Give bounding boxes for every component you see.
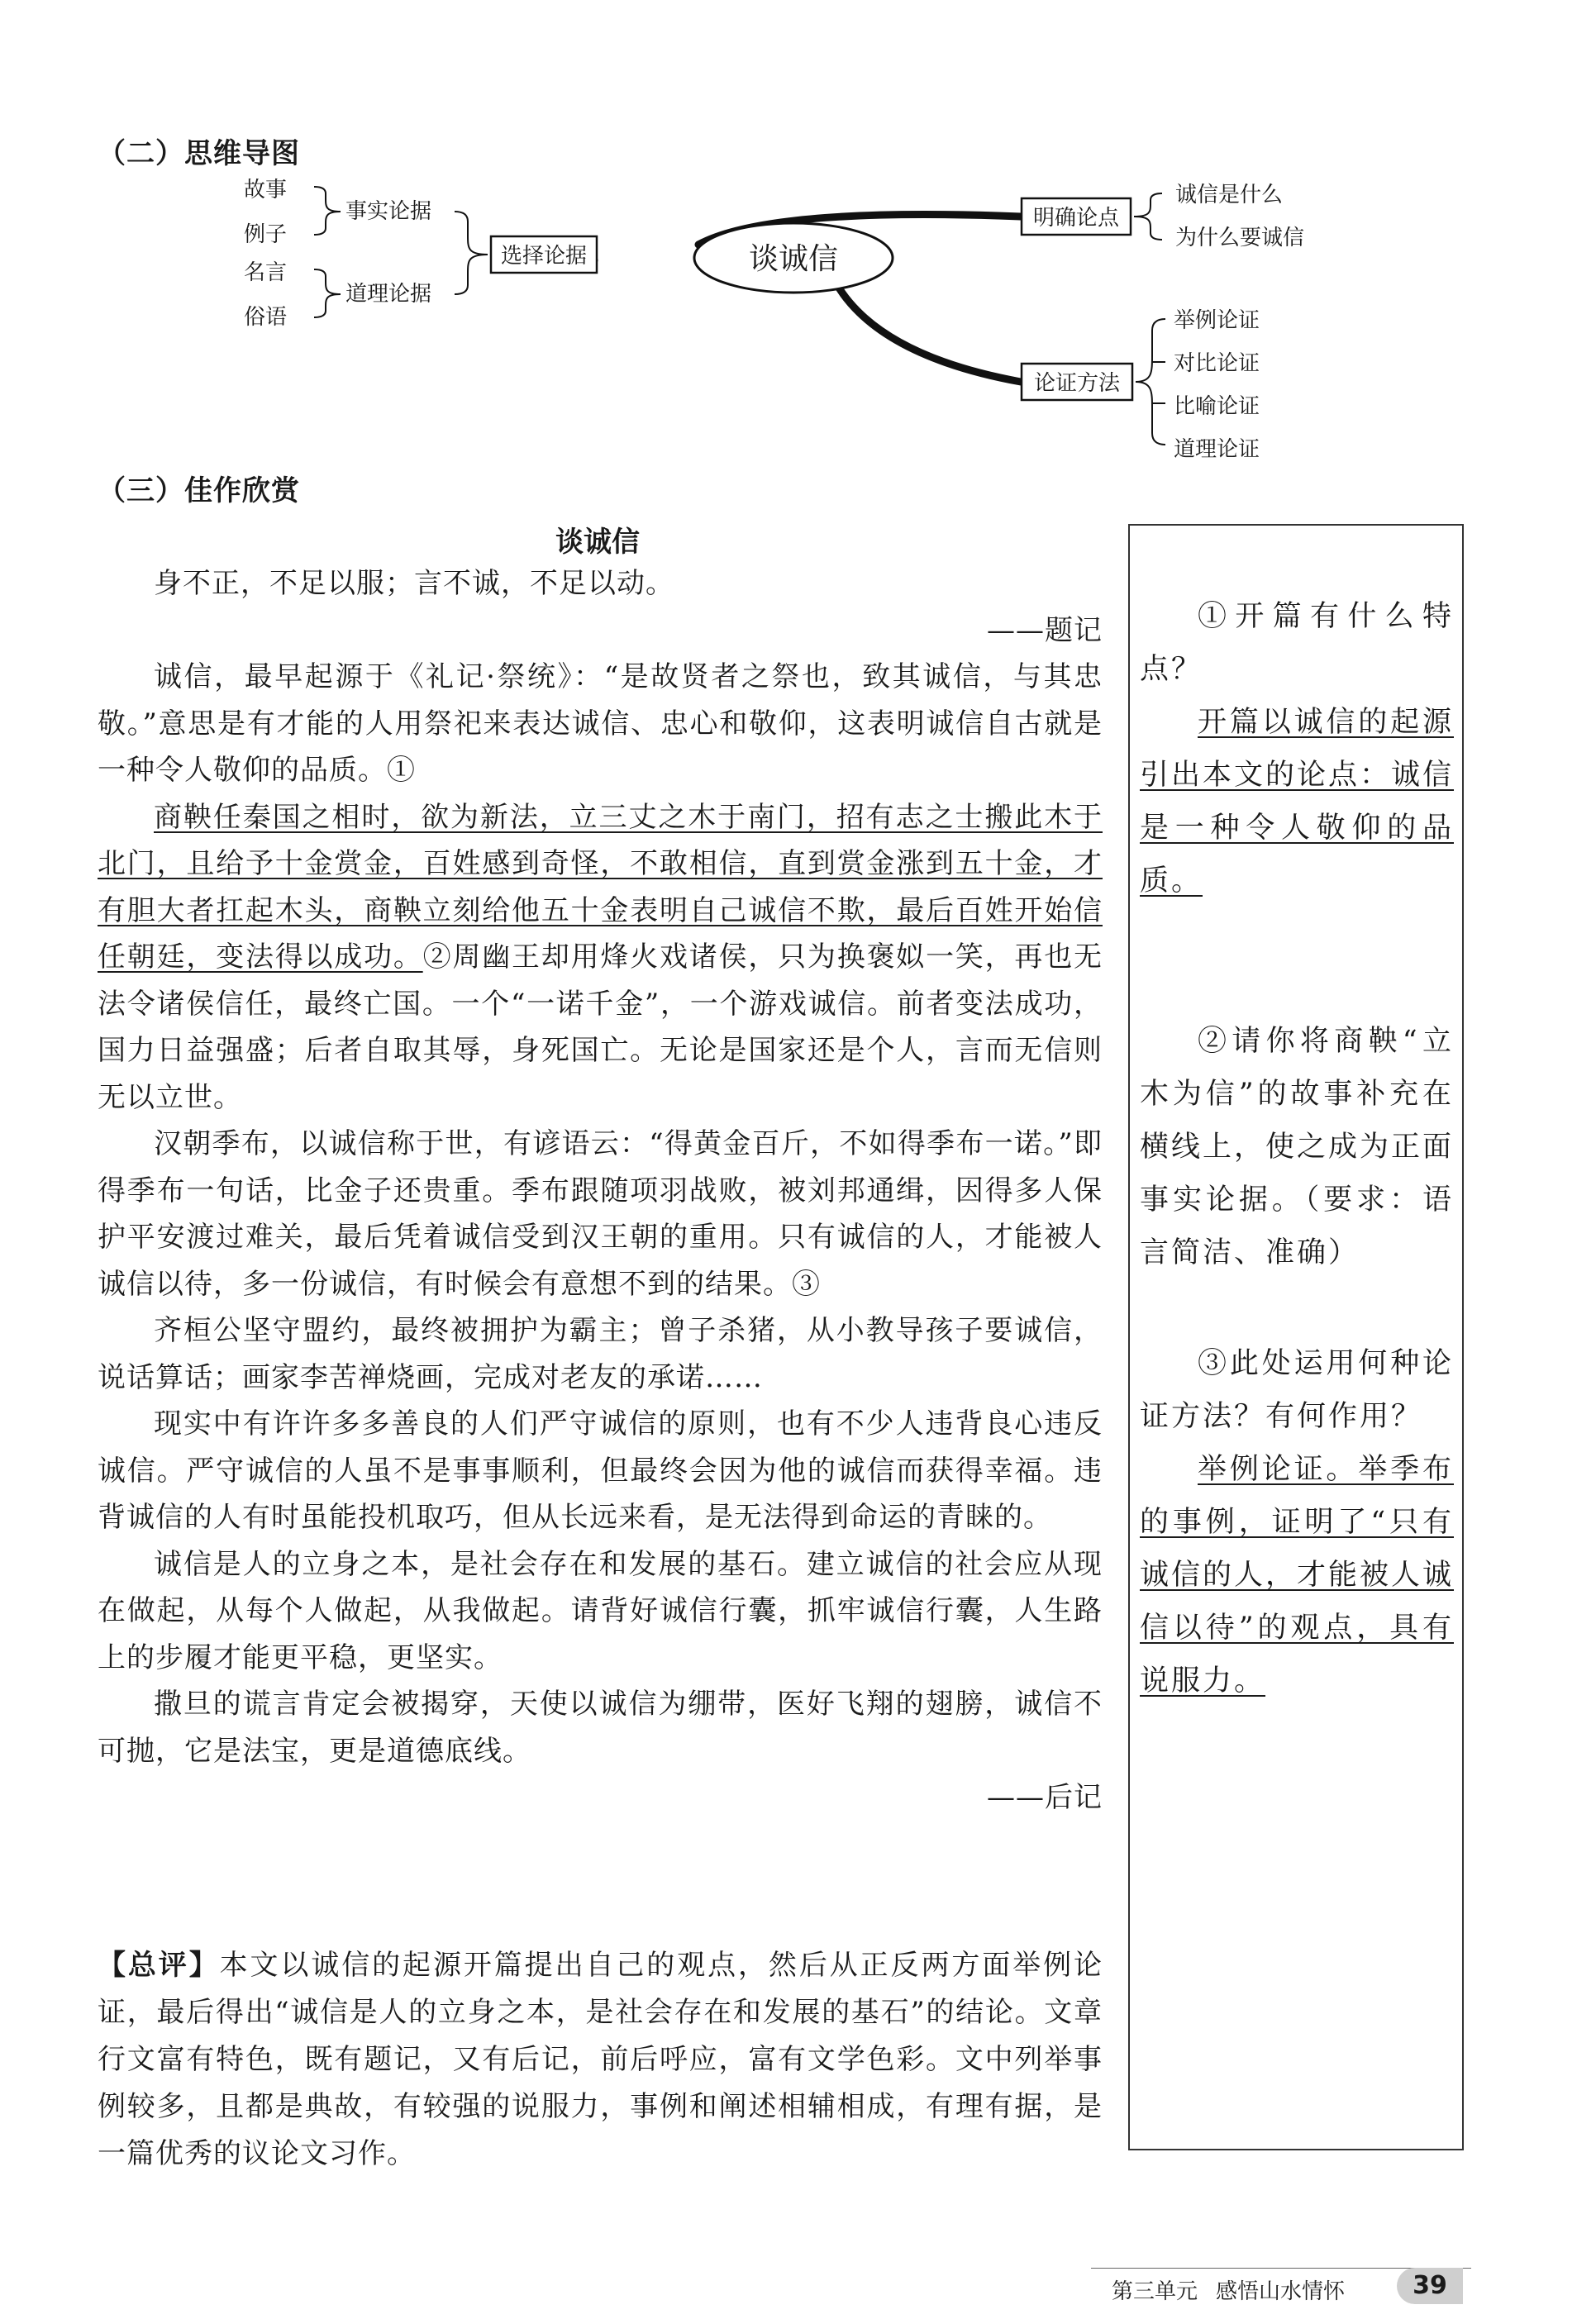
paragraph-1: 诚信，最早起源于《礼记·祭统》：“是故贤者之祭也，致其诚信，与其忠敬。”意思是有才能的人用祭祀来表达诚信、忠心和敬仰，这表明诚信自古就是一种令人敬仰的品质。① (98, 660, 1103, 787)
paragraph-2-rest: ②周幽王却用烽火戏诸侯，只为换褒姒一笑，再也无法令诸侯信任，最终亡国。一个“一诺千金”，一个游戏诚信。前者变法成功，国力日益强盛；后者自取其辱，身死国亡。无论是国家还是个人，言而无信则无以立世。 (98, 940, 1103, 1114)
paragraph-4: 齐桓公坚守盟约，最终被拥护为霸主；曾子杀猪，从小教导孩子要诚信，说话算话；画家李苦禅烧画，完成对老友的承诺…… (98, 1314, 1103, 1394)
method-label: 论证方法 (1033, 371, 1121, 396)
comment-question-1: ①开篇有什么特点？ (1140, 600, 1454, 686)
thesis-label: 明确论点 (1032, 206, 1120, 231)
footer-unit: 第三单元 (1112, 2279, 1198, 2304)
page-number: 39 (1397, 2268, 1463, 2304)
paragraph-3: 汉朝季布，以诚信称于世，有谚语云：“得黄金百斤，不如得季布一诺。”即得季布一句话，比金子还贵重。季布跟随项羽战败，被刘邦通缉，因得多人保护平安渡过难关，最后凭着诚信受到汉王朝的重用。只有诚信的人，才能被人诚信以待，多一份诚信，有时候会有意想不到的结果。③ (98, 1127, 1103, 1301)
comment-answer-1 (1140, 696, 1454, 907)
paragraph-2 (98, 794, 1103, 1121)
fact-item-story: 故事 (244, 178, 288, 202)
fact-evidence-label: 事实论据 (345, 199, 432, 224)
essay-section-heading: （三）佳作欣赏 (98, 474, 300, 507)
comment-question-2: ②请你将商鞅“立木为信”的故事补充在横线上，使之成为正面事实论据。（要求：语言简洁、准确） (1140, 1025, 1455, 1269)
mindmap-heading: （二）思维导图 (98, 137, 300, 170)
annotation-panel (1128, 524, 1464, 2150)
comment-answer-3-text: 举例论证。举季布的事例，证明了“只有诚信的人，才能被人诚信以待”的观点，具有说服力。 (1140, 1453, 1455, 1698)
reason-item-proverb: 俗语 (244, 305, 288, 330)
review-text: 本文以诚信的起源开篇提出自己的观点，然后从正反两方面举例论证，最后得出“诚信是人的立身之本，是社会存在和发展的基石”的结论。文章行文富有特色，既有题记，又有后记，前后呼应，富有文学色彩。文中列举事例较多，且都是典故，有较强的说服力，事例和阐述相辅相成，有理有据，是一篇优秀的议论文习作。 (98, 1949, 1103, 2170)
footer-unit-title: 感悟山水情怀 (1216, 2279, 1346, 2304)
footer (1112, 2274, 1363, 2305)
paragraph-7: 撒旦的谎言肯定会被揭穿，天使以诚信为绷带，医好飞翔的翅膀，诚信不可抛，它是法宝，更是道德底线。 (98, 1688, 1103, 1768)
mindmap-diagram (0, 0, 1596, 463)
paragraph-6: 诚信是人的立身之本，是社会存在和发展的基石。建立诚信的社会应从现在做起，从每个人做起，从我做起。请背好诚信行囊，抓牢诚信行囊，人生路上的步履才能更平稳，更坚实。 (98, 1547, 1103, 1674)
comment-answer-3 (1140, 1443, 1454, 1707)
review (98, 1942, 1103, 2178)
method-item-example: 举例论证 (1174, 308, 1260, 333)
comment-answer-1-text: 开篇以诚信的起源引出本文的论点：诚信是一种令人敬仰的品质。 (1140, 706, 1455, 898)
epigraph: 身不正，不足以服；言不诚，不足以动。 (154, 567, 674, 600)
center-label: 谈诚信 (748, 242, 839, 276)
method-item-reasoning: 道理论证 (1174, 437, 1260, 462)
paragraph-2-underlined: 商鞅任秦国之相时，欲为新法，立三丈之木于南门，招有志之士搬此木于北门，且给予十金赏金，百姓感到奇怪，不敢相信，直到赏金涨到五十金，才有胆大者扛起木头，商鞅立刻给他五十金表明自己诚信不欺，最后百姓开始信任朝廷，变法得以成功。 (98, 800, 1103, 974)
review-tag: 【总评】 (98, 1949, 220, 1982)
thesis-item-why: 为什么要诚信 (1175, 226, 1305, 250)
method-item-metaphor: 比喻论证 (1174, 394, 1260, 419)
fact-item-example: 例子 (244, 222, 288, 247)
essay-body (98, 560, 1103, 1821)
thesis-item-what: 诚信是什么 (1175, 183, 1284, 207)
reason-evidence-label: 道理论据 (345, 282, 432, 307)
method-item-contrast: 对比论证 (1174, 351, 1260, 376)
choose-evidence-label: 选择论据 (500, 244, 588, 269)
link-method (835, 281, 1021, 382)
reason-item-quote: 名言 (244, 260, 288, 285)
comment-question-3: ③此处运用何种论证方法？有何作用？ (1140, 1347, 1454, 1433)
epigraph-source: ——题记 (987, 613, 1103, 647)
postscript: ——后记 (987, 1781, 1103, 1814)
essay-title: 谈诚信 (555, 526, 640, 559)
paragraph-5: 现实中有许许多多善良的人们严守诚信的原则，也有不少人违背良心违反诚信。严守诚信的人虽不是事事顺利，但最终会因为他的诚信而获得幸福。违背诚信的人有时虽能投机取巧，但从长远来看，是无法得到命运的青睐的。 (98, 1407, 1103, 1534)
